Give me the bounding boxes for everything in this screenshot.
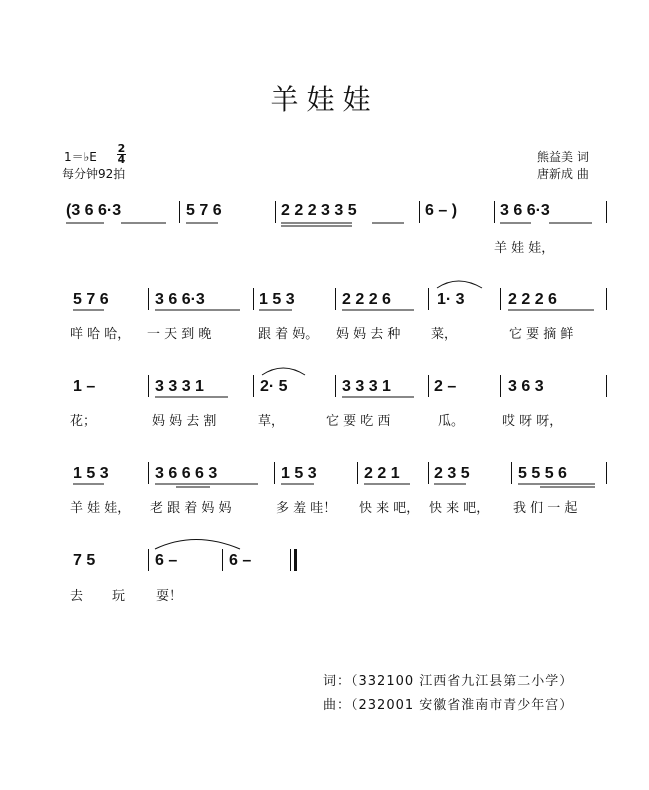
measure-2-1: 5 7 6 — [73, 291, 109, 308]
measure-4-2: 3 6 6 6 3 — [155, 465, 218, 482]
lyrics-4-4: 快 来 吧， — [359, 501, 420, 516]
time-signature-numerator: 2 — [117, 142, 126, 155]
measure-1-1: (3 6 6·3 — [66, 202, 122, 219]
measure-4-4: 2 2 1 — [364, 465, 400, 482]
lyrics-4-2: 老 跟 着 妈 妈 — [150, 501, 232, 516]
measure-4-6: 5 5 5 6 — [518, 465, 567, 482]
lyrics-3-6: 哎 呀 呀， — [502, 414, 563, 429]
slur-line3 — [262, 368, 305, 375]
measure-1-5: 3 6 6·3 — [500, 202, 550, 219]
measure-2-4: 2 2 2 6 — [342, 291, 391, 308]
measure-3-3: 2· 5 — [260, 378, 288, 395]
composer-credit: 唐新成 曲 — [537, 167, 589, 181]
measure-3-1: 1 – — [73, 378, 96, 395]
lyrics-2-1: 咩 哈 哈， — [70, 327, 131, 342]
slur-line2 — [437, 281, 482, 288]
lyrics-5-1: 去 — [70, 589, 84, 604]
lyricist-address: 词：（332100 江西省九江县第二小学） — [323, 674, 574, 689]
measure-5-2: 6 – — [155, 552, 178, 569]
measure-2-6: 2 2 2 6 — [508, 291, 557, 308]
measure-2-2: 3 6 6·3 — [155, 291, 205, 308]
lyricist-credit: 熊益美 词 — [537, 150, 589, 164]
measure-1-3: 2 2 2 3 3 5 — [281, 202, 357, 219]
tempo-marking: 每分钟92拍 — [62, 167, 126, 181]
lyrics-3-1: 花； — [70, 414, 97, 429]
lyrics-3-5: 瓜。 — [438, 414, 465, 429]
lyrics-2-4: 妈 妈 去 种 — [336, 327, 401, 342]
time-signature-denominator: 4 — [117, 153, 126, 166]
lyrics-2-3: 跟 着 妈。 — [258, 327, 319, 342]
measure-1-4: 6 – ) — [425, 202, 458, 219]
measure-3-2: 3 3 3 1 — [155, 378, 204, 395]
lyrics-4-1: 羊 娃 娃， — [70, 501, 131, 516]
measure-5-1: 7 5 — [73, 552, 96, 569]
measure-5-3: 6 – — [229, 552, 252, 569]
lyrics-2-2: 一 天 到 晚 — [147, 327, 212, 342]
measure-3-4: 3 3 3 1 — [342, 378, 391, 395]
tie-line5 — [155, 540, 240, 550]
lyrics-3-2: 妈 妈 去 割 — [152, 414, 217, 429]
measure-2-3: 1 5 3 — [259, 291, 295, 308]
lyrics-2-5: 菜， — [431, 327, 458, 342]
lyrics-4-6: 我 们 一 起 — [513, 501, 578, 516]
measure-3-6: 3 6 3 — [508, 378, 544, 395]
lyrics-5-2: 玩 — [112, 589, 126, 604]
measure-2-5: 1· 3 — [437, 291, 465, 308]
lyrics-4-3: 多 羞 哇！ — [276, 501, 337, 516]
measure-4-5: 2 3 5 — [434, 465, 470, 482]
song-title: 羊娃娃 — [270, 83, 379, 116]
lyrics-3-3: 草， — [258, 414, 285, 429]
measure-3-5: 2 – — [434, 378, 457, 395]
measure-1-2: 5 7 6 — [186, 202, 222, 219]
lyrics-2-6: 它 要 摘 鲜 — [509, 327, 574, 342]
lyrics-3-4: 它 要 吃 西 — [326, 414, 391, 429]
key-signature: 1＝♭E — [64, 150, 97, 164]
lyrics-5-3: 耍！ — [156, 589, 183, 604]
measure-4-1: 1 5 3 — [73, 465, 109, 482]
lyrics-line-1: 羊 娃 娃， — [494, 241, 555, 256]
composer-address: 曲：（232001 安徽省淮南市青少年宫） — [323, 698, 574, 713]
measure-4-3: 1 5 3 — [281, 465, 317, 482]
lyrics-4-5: 快 来 吧， — [429, 501, 490, 516]
